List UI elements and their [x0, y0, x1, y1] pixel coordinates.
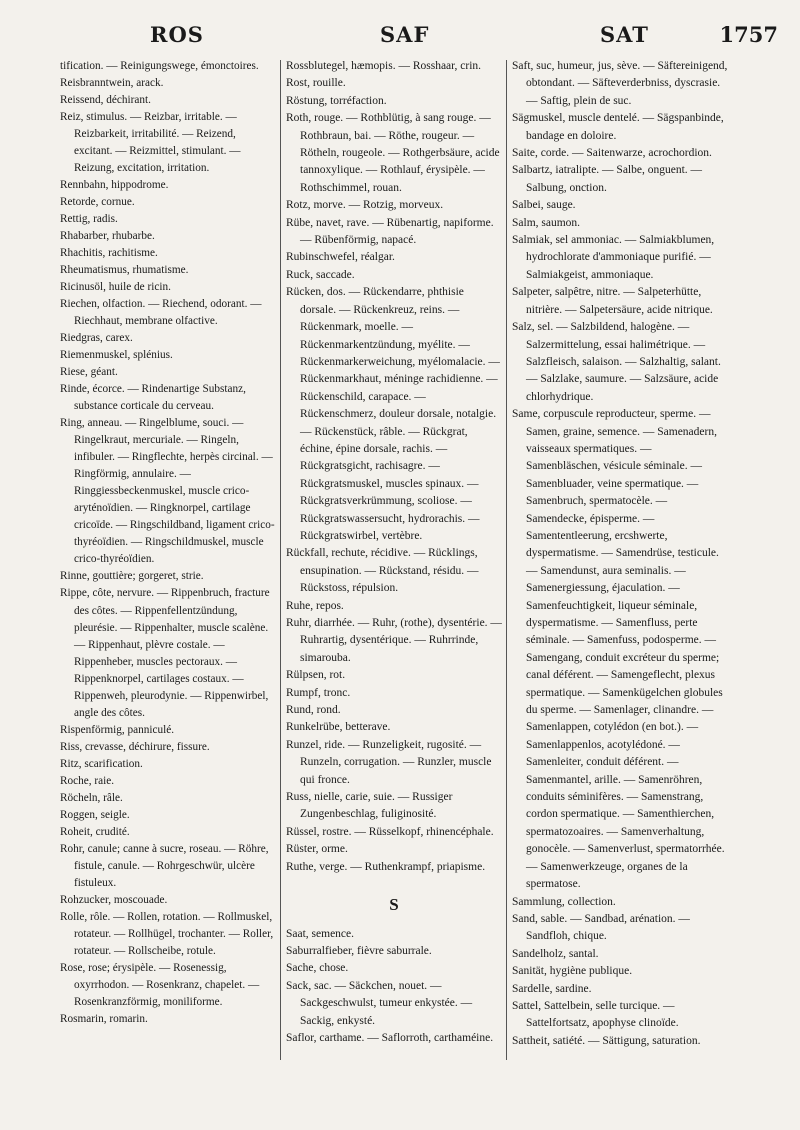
dictionary-entry: Saflor, carthame. — Saflorroth, carthaméine. [286, 1031, 494, 1044]
dictionary-entry: Riechen, olfaction. — Riechend, odorant. — Riechhaut, membrane olfactive. [60, 298, 262, 328]
center-guide-word: SAF [380, 22, 430, 47]
left-guide-word: ROS [150, 22, 204, 47]
dictionary-entry: Rheumatismus, rhumatisme. [60, 264, 189, 277]
dictionary-entry: Rüssel, rostre. — Rüsselkopf, rhinencéphale. [286, 825, 494, 838]
dictionary-entry: Sägmuskel, muscle dentelé. — Sägspanbinde, bandage en doloire. [512, 112, 724, 142]
dictionary-entry: Roheit, crudité. [60, 825, 130, 838]
dictionary-entry: Ring, anneau. — Ringelblume, souci. — Ringelkraut, mercuriale. — Ringeln, infibuler. — Ringflechte, herpès circinal. — Ringförmig, annulaire. — Ringgiessbeckenmuskel, muscle crico-aryténoïdien. — Ringknorpel, cartilage cricoïde. — Ringschildband, ligament crico-thyréoïdien. — Ringschildmuskel, muscle crico-thyréoïdien. [60, 417, 275, 566]
dictionary-entry: Salbei, sauge. [512, 199, 576, 212]
dictionary-entry: Runkelrübe, betterave. [286, 721, 391, 734]
dictionary-entry: Reisbranntwein, arack. [60, 77, 164, 90]
dictionary-entry: Sack, sac. — Säckchen, nouet. — Sackgeschwulst, tumeur enkystée. — Sackig, enkysté. [286, 979, 473, 1027]
dictionary-entry: Rhachitis, rachitisme. [60, 247, 158, 260]
dictionary-entry: Rund, rond. [286, 704, 341, 717]
dictionary-entry: Riss, crevasse, déchirure, fissure. [60, 740, 210, 753]
dictionary-entry: Sache, chose. [286, 962, 349, 975]
dictionary-entry: Russ, nielle, carie, suie. — Russiger Zungenbeschlag, fuliginosité. [286, 791, 453, 821]
dictionary-entry: Retorde, cornue. [60, 196, 135, 209]
dictionary-entry: Rinde, écorce. — Rindenartige Substanz, substance corticale du cerveau. [60, 383, 246, 413]
dictionary-entry: Saburralfieber, fièvre saburrale. [286, 944, 432, 957]
dictionary-entry: Saft, suc, humeur, jus, sève. — Säftereinigend, obtondant. — Säfteverderbniss, dyscrasie. — Saftig, plein de suc. [512, 60, 728, 107]
dictionary-entry: Rumpf, tronc. [286, 686, 351, 699]
dictionary-entry: Riedgras, carex. [60, 332, 133, 345]
dictionary-entry: Rubinschwefel, réalgar. [286, 251, 395, 264]
dictionary-entry: Ruhe, repos. [286, 599, 344, 612]
column-2 [286, 58, 502, 1047]
dictionary-entry: Salmiak, sel ammoniac. — Salmiakblumen, hydrochlorate d'ammoniaque purifié. — Salmiakgeist, ammoniaque. [512, 234, 715, 281]
dictionary-entry: Salbartz, iatralipte. — Salbe, onguent. — Salbung, onction. [512, 164, 703, 194]
dictionary-entry: Rost, rouille. [286, 77, 346, 90]
column-3 [512, 58, 728, 1050]
dictionary-entry: Rohzucker, moscouade. [60, 893, 168, 906]
dictionary-entry: Rülpsen, rot. [286, 669, 346, 682]
dictionary-entry: Runzel, ride. — Runzeligkeit, rugosité. — Runzeln, corrugation. — Runzler, muscle qui fronce. [286, 738, 492, 786]
dictionary-entry: Rosmarin, romarin. [60, 1012, 148, 1025]
dictionary-entry: Rippe, côte, nervure. — Rippenbruch, fracture des côtes. — Rippenfellentzündung, pleurésie. — Rippenhalter, muscle scalène. — Rippenhaut, plèvre costale. — Rippenheber, muscles pectoraux. — Rippenknorpel, cartilages costaux. — Rippenweh, pleurodynie. — Rippenwirbel, angle des côtes. [60, 587, 270, 719]
section-letter: S [389, 895, 399, 915]
dictionary-entry: Sammlung, collection. [512, 895, 616, 908]
dictionary-entry: Salz, sel. — Salzbildend, halogène. — Salzermittelung, essai halimétrique. — Salzfleisch, salaison. — Salzhaltig, salant. — Salzlake, saumure. — Salzsäure, acide chlorhydrique. [512, 321, 721, 403]
column-divider [506, 60, 507, 1060]
dictionary-entry: Salm, saumon. [512, 216, 581, 229]
dictionary-entry: Roche, raie. [60, 774, 115, 787]
dictionary-entry: Rübe, navet, rave. — Rübenartig, napiforme. — Rübenförmig, napacé. [286, 216, 494, 247]
dictionary-entry: Ruck, saccade. [286, 268, 355, 281]
dictionary-entry: Rettig, radis. [60, 213, 118, 226]
column-1 [60, 58, 276, 1028]
dictionary-entry: Sand, sable. — Sandbad, arénation. — Sandfloh, chique. [512, 912, 690, 943]
dictionary-entry: Roggen, seigle. [60, 808, 130, 821]
dictionary-entry: Röcheln, râle. [60, 791, 123, 804]
dictionary-entry: Same, corpuscule reproducteur, sperme. — Samen, graine, semence. — Samenadern, vaisseaux spermatiques. — Samenbläschen, vésicule séminale. — Samenbluader, veine spermatique. — Samenbruch, spermatocèle. — Samendecke, épisperme. — Samententleerung, ercshwerte, dyspermatisme. — Samendrüse, testicule. — Samendunst, aura seminalis. — Samenergiessung, éjaculation. — Samenfeuchtigkeit, liqueur séminale, dyspermatisme. — Samenfluss, perte séminale. — Samenfuss, podosperme. — Samengang, conduit excréteur du sperme; canal déférent. — Samengeflecht, plexus spermatique. — Samenkügelchen globules du sperme. — Samenlager, clinandre. — Samenlappen, cotylédon (en bot.). — Samenlappenlos, acotylédoné. — Samenleiter, conduit déférent. — Samenmantel, arille. — Samenröhren, conduits séminifères. — Samenstrang, cordon spermatique. — Samenthierchen, spermatozoaires. — Samenverhaltung, gonocèle. — Samenverlust, spermatorrhée. — Samenwerkzeuge, organes de la spermatose. [512, 408, 725, 891]
dictionary-entry: Sanität, hygiène publique. [512, 965, 633, 978]
page-number: 1757 [719, 22, 778, 47]
dictionary-entry: Roth, rouge. — Rothblütig, à sang rouge. — Rothbraun, bai. — Röthe, rougeur. — Rötheln, rougeole. — Rothgerbsäure, acide tannoxylique. — Rothlauf, érysipèle. — Rothschimmel, rouan. [286, 112, 500, 194]
dictionary-entry: Saat, semence. [286, 927, 355, 940]
dictionary-entry: Sattheit, satiété. — Sättigung, saturation. [512, 1034, 701, 1047]
dictionary-entry: Ritz, scarification. [60, 757, 143, 770]
dictionary-entry: Saite, corde. — Saitenwarze, acrochordion. [512, 147, 712, 160]
right-guide-word: SAT [600, 22, 649, 47]
dictionary-entry: Rose, rose; érysipèle. — Rosenessig, oxyrrhodon. — Rosenkranz, chapelet. — Rosenkranzförmig, moniliforme. [60, 961, 260, 1008]
dictionary-entry: Rüster, orme. [286, 843, 348, 856]
dictionary-entry: Reiz, stimulus. — Reizbar, irritable. — Reizbarkeit, irritabilité. — Reizend, excitant. — Reizmittel, stimulant. — Reizung, excitation, irritation. [60, 111, 241, 175]
dictionary-entry: Sattel, Sattelbein, selle turcique. — Sattelfortsatz, apophyse clinoïde. [512, 999, 679, 1030]
dictionary-entry: Ricinusöl, huile de ricin. [60, 281, 171, 294]
dictionary-entry: Ruthe, verge. — Ruthenkrampf, priapisme. [286, 860, 486, 873]
dictionary-entry: Rückfall, rechute, récidive. — Rücklings, ensupination. — Rückstand, résidu. — Rückstoss, répulsion. [286, 547, 479, 595]
dictionary-entry: Röstung, torréfaction. [286, 94, 387, 107]
dictionary-entry: Rispenförmig, panniculé. [60, 723, 175, 736]
dictionary-entry: Reissend, déchirant. [60, 94, 151, 107]
dictionary-entry: Sandelholz, santal. [512, 947, 599, 960]
dictionary-entry: Rücken, dos. — Rückendarre, phthisie dorsale. — Rückenkreuz, reins. — Rückenmark, moelle. — Rückenmarkentzündung, myélite. — Rückenmarkerweichung, myélomalacie. — Rückenmarkhaut, méninge rachidienne. — Rückenschild, carapace. — Rückenschmerz, douleur dorsale, notalgie. — Rückenstück, râble. — Rückgrat, échine, épine dorsale, rachis. — Rückgratsgicht, rachisagre. — Rückgratsmuskel, muscles spinaux. — Rückgratsverkrümmung, scoliose. — Rückgratswassersucht, hydrorachis. — Rückgratswirbel, vertèbre. [286, 286, 500, 542]
dictionary-entry: Rhabarber, rhubarbe. [60, 230, 155, 243]
dictionary-entry: Rohr, canule; canne à sucre, roseau. — Röhre, fistule, canule. — Rohrgeschwür, ulcère fistuleux. [60, 842, 269, 889]
dictionary-entry: Ruhr, diarrhée. — Ruhr, (rothe), dysentérie. — Ruhrartig, dysentérique. — Ruhrrinde, simarouba. [286, 617, 502, 664]
dictionary-entry: Rolle, rôle. — Rollen, rotation. — Rollmuskel, rotateur. — Rollhügel, trochanter. — Roller, rotateur. — Rollscheibe, rotule. [60, 910, 274, 957]
column-divider [280, 60, 281, 1060]
page-header [60, 22, 778, 58]
dictionary-entry: Riemenmuskel, splénius. [60, 349, 173, 362]
dictionary-entry: Rotz, morve. — Rotzig, morveux. [286, 199, 444, 212]
dictionary-entry: Rinne, gouttière; gorgeret, strie. [60, 570, 204, 583]
dictionary-entry: Rennbahn, hippodrome. [60, 179, 169, 192]
dictionary-entry: Riese, géant. [60, 366, 118, 379]
dictionary-entry: tification. — Reinigungswege, émonctoires. [60, 60, 259, 72]
dictionary-entry: Sardelle, sardine. [512, 982, 592, 995]
dictionary-entry: Salpeter, salpêtre, nitre. — Salpeterhütte, nitrière. — Salpetersäure, acide nitrique. [512, 286, 713, 316]
dictionary-entry: Rossblutegel, hæmopis. — Rosshaar, crin. [286, 60, 482, 72]
